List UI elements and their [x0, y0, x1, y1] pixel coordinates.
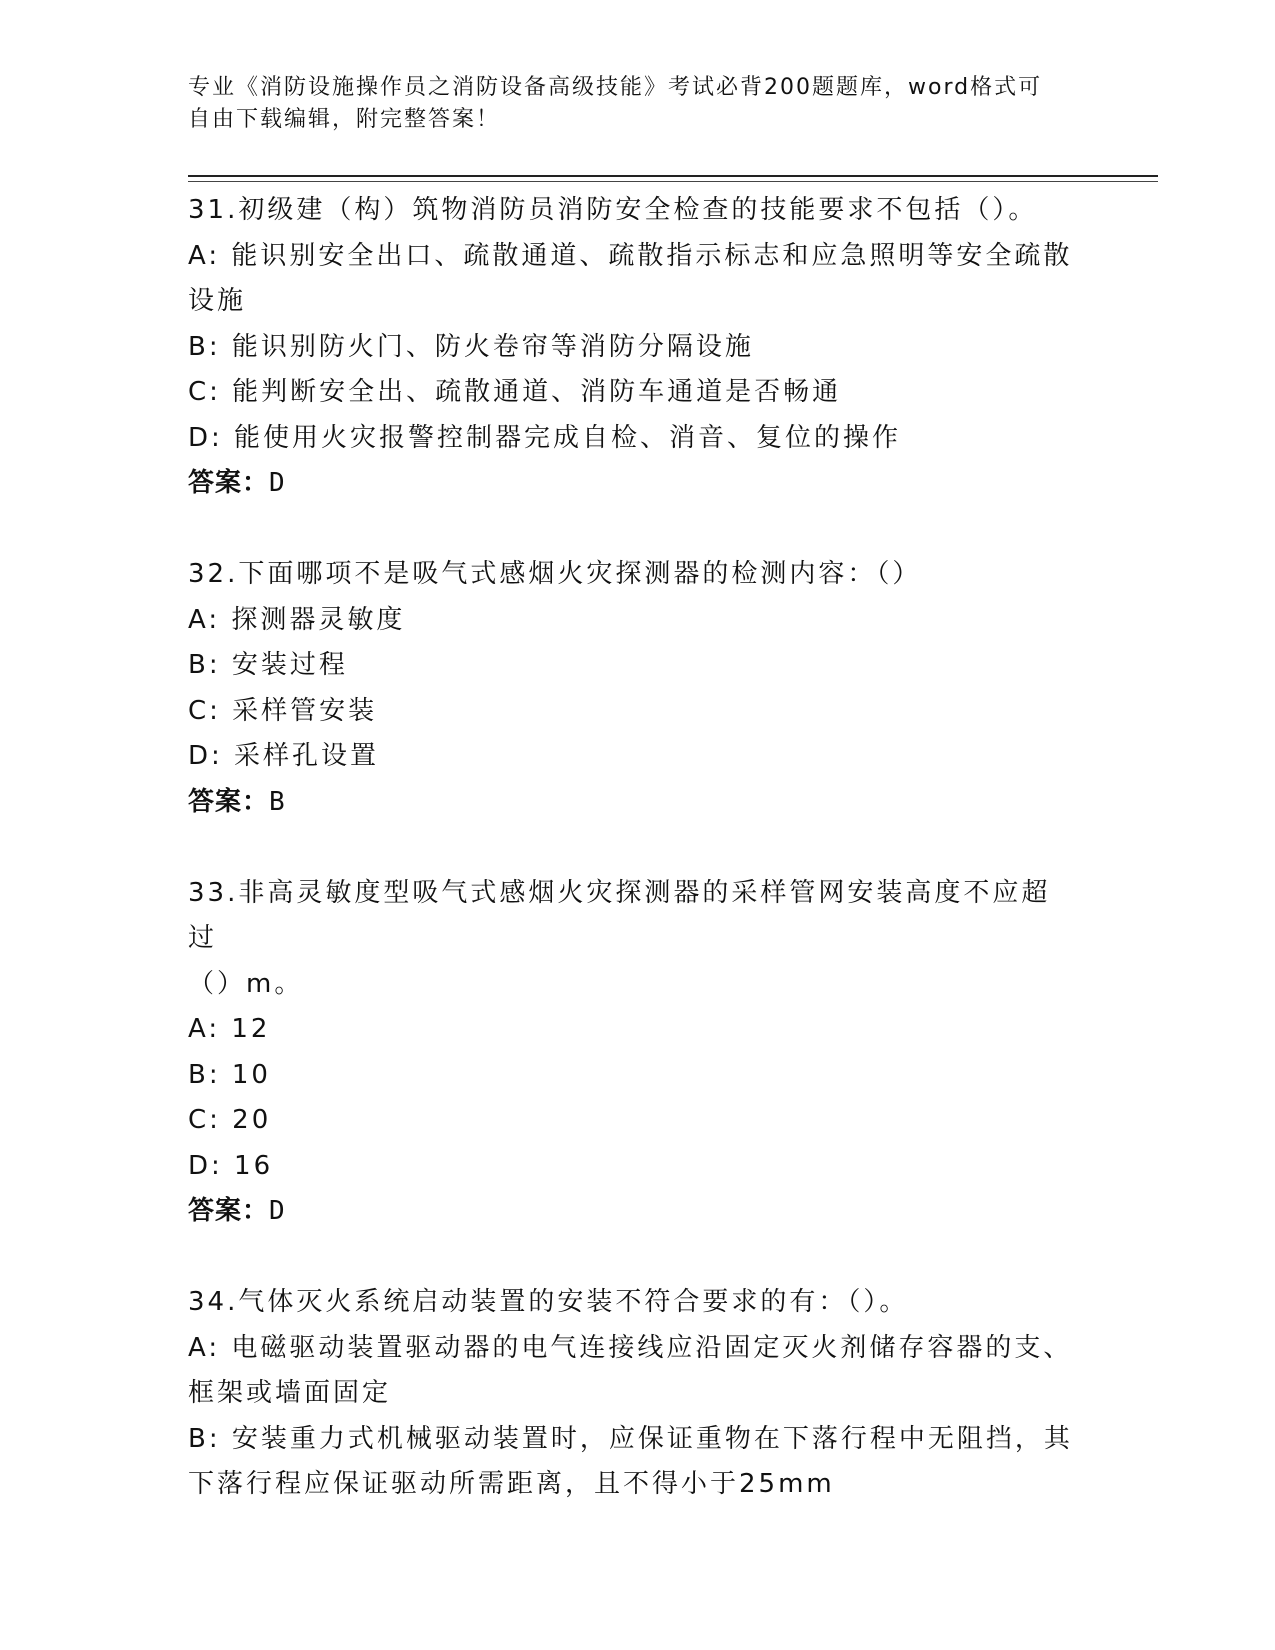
- question-stem: 32.下面哪项不是吸气式感烟火灾探测器的检测内容：（）: [188, 559, 922, 589]
- document-header: [188, 72, 1068, 136]
- answer-label: 答案：: [188, 468, 270, 498]
- option-a: A: 12: [188, 1014, 271, 1044]
- option-a: A: 探测器灵敏度: [188, 604, 406, 635]
- option-b: B: 10: [188, 1059, 271, 1090]
- header-line-2: 自由下载编辑，附完整答案！: [188, 107, 501, 132]
- question-33: [188, 871, 1078, 1235]
- header-line-1: 专业《消防设施操作员之消防设备高级技能》考试必背200题题库，word格式可: [188, 75, 1043, 100]
- option-d: D: 16: [188, 1150, 274, 1181]
- option-b: B: 安装过程: [188, 650, 348, 680]
- question-31: [188, 188, 1078, 507]
- option-c: C: 能判断安全出、疏散通道、消防车通道是否畅通: [188, 377, 842, 407]
- answer-value: D: [269, 1196, 288, 1226]
- option-a-continued: 框架或墙面固定: [188, 1378, 392, 1408]
- option-a: A: 能识别安全出口、疏散通道、疏散指示标志和应急照明等安全疏散: [188, 240, 1073, 271]
- answer-label: 答案：: [188, 1196, 270, 1226]
- answer-value: B: [269, 786, 288, 817]
- answer-line: [188, 780, 1078, 826]
- answer-label: 答案：: [188, 786, 270, 817]
- answer-line: [188, 1189, 1078, 1235]
- option-b: B: 能识别防火门、防火卷帘等消防分隔设施: [188, 331, 754, 362]
- question-stem: 34.气体灭火系统启动装置的安装不符合要求的有：（）。: [188, 1287, 909, 1317]
- option-d: D: 能使用火灾报警控制器完成自检、消音、复位的操作: [188, 422, 902, 453]
- option-a: A: 电磁驱动装置驱动器的电气连接线应沿固定灭火剂储存容器的支、: [188, 1332, 1073, 1363]
- option-b-continued: 下落行程应保证驱动所需距离，且不得小于25mm: [188, 1469, 835, 1499]
- question-list: [188, 188, 1078, 1553]
- option-c: C: 20: [188, 1105, 272, 1135]
- question-stem: 33.非高灵敏度型吸气式感烟火灾探测器的采样管网安装高度不应超过: [188, 877, 1051, 953]
- option-b: B: 安装重力式机械驱动装置时，应保证重物在下落行程中无阻挡，其: [188, 1423, 1073, 1454]
- question-34: [188, 1280, 1078, 1508]
- option-d: D: 采样孔设置: [188, 741, 380, 771]
- option-c: C: 采样管安装: [188, 695, 378, 726]
- question-stem: 31.初级建（构）筑物消防员消防安全检查的技能要求不包括（）。: [188, 195, 1038, 225]
- header-divider-thick: [188, 175, 1158, 177]
- header-divider-thin: [188, 181, 1158, 182]
- question-32: [188, 552, 1078, 825]
- answer-value: D: [269, 468, 288, 498]
- option-a-continued: 设施: [188, 286, 247, 316]
- question-stem-continued: （）m。: [188, 968, 304, 999]
- answer-line: [188, 461, 1078, 507]
